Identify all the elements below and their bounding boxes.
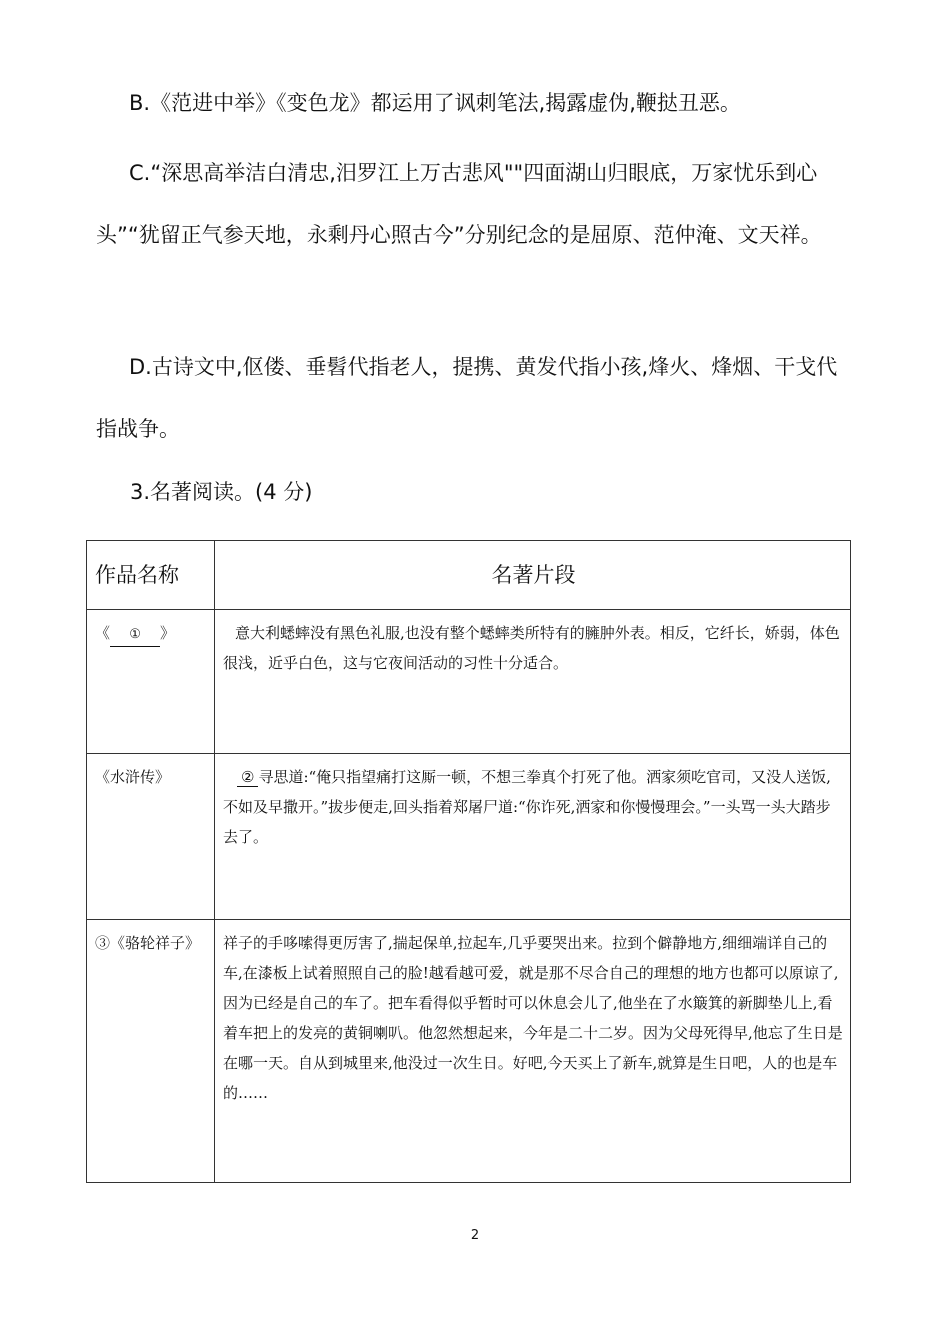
work-open-bracket: 《 xyxy=(95,624,111,642)
option-b: B.《范进中举》《变色龙》都运用了讽刺笔法,揭露虚伪,鞭挞丑恶。 xyxy=(129,91,741,115)
work-cell xyxy=(87,610,215,754)
excerpt-text: 意大利蟋蟀没有黑色礼服,也没有整个蟋蟀类所特有的臃肿外表。相反，它纤长，娇弱，体色很浅，近乎白色，这与它夜间活动的习性十分适合。 xyxy=(223,624,840,672)
excerpt-cell: 祥子的手哆嗦得更厉害了,揣起保单,拉起车,几乎要哭出来。拉到个僻静地方,细细端详自己的车,在漆板上试着照照自己的脸!越看越可爱，就是那不尽合自己的理想的地方也都可以原谅了,因为已经是自己的车了。把车看得似乎暂时可以休息会儿了,他坐在了水簸箕的新脚垫儿上,看着车把上的发亮的黄铜喇叭。他忽然想起来，今年是二十二岁。因为父母死得早,他忘了生日是在哪一天。自从到城里来,他没过一次生日。好吧,今天买上了新车,就算是生日吧，人的也是车的…… xyxy=(215,920,851,1183)
table-row xyxy=(87,920,851,1183)
table-header-row xyxy=(87,541,851,610)
excerpt-blank-2: ② xyxy=(237,768,258,787)
table-row xyxy=(87,610,851,754)
header-excerpt: 名著片段 xyxy=(215,541,851,610)
work-cell: ③《骆轮祥子》 xyxy=(87,920,215,1183)
work-close-bracket: 》 xyxy=(160,624,176,642)
excerpt-text: 寻思道:“俺只指望痛打这厮一顿，不想三拳真个打死了他。洒家须吃官司，又没人送饭,不如及早撒开。”拔步便走,回头指着郑屠尸道:“你诈死,洒家和你慢慢理会。”一头骂一头大踏步去了。 xyxy=(223,768,831,846)
classics-table xyxy=(86,540,851,1183)
option-c: C.“深思高举洁白清忠,汨罗江上万古悲风""四面湖山归眼底，万家忧乐到心头”“犹留正气参天地，永剩丹心照古今”分别纪念的是屈原、范仲淹、文天祥。 xyxy=(96,161,822,247)
excerpt-cell xyxy=(215,754,851,920)
question-title: 3.名著阅读。(4 分) xyxy=(130,480,313,504)
table-row xyxy=(87,754,851,920)
header-work-name: 作品名称 xyxy=(87,541,215,610)
blank-marker-1: ① xyxy=(129,627,141,642)
option-d: D.古诗文中,伛偻、垂髫代指老人，提携、黄发代指小孩,烽火、烽烟、干戈代指战争。 xyxy=(96,355,838,441)
page-number: 2 xyxy=(470,1228,480,1243)
excerpt-cell xyxy=(215,610,851,754)
work-cell: 《水浒传》 xyxy=(87,754,215,920)
work-blank-1 xyxy=(110,622,160,647)
